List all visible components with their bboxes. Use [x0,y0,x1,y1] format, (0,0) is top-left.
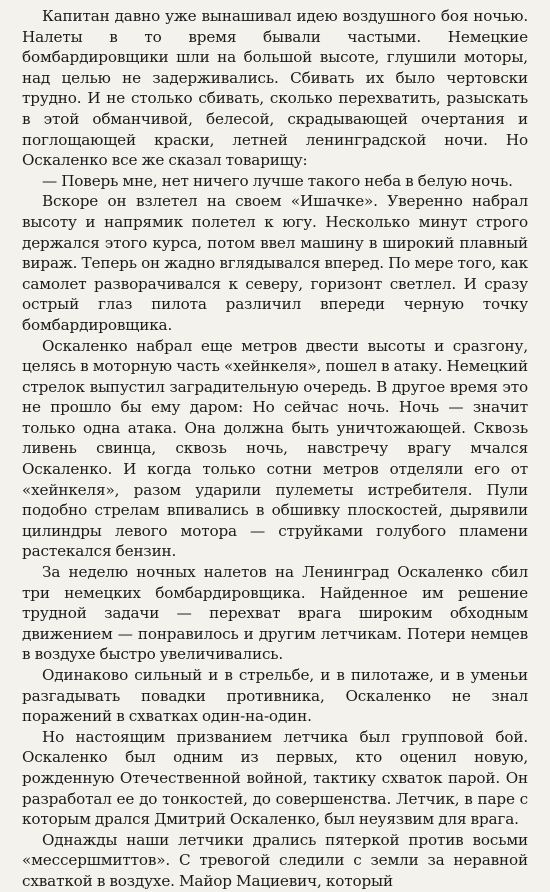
paragraph-5: За неделю ночных налетов на Ленинград Оскаленко сбил три немецких бомбардировщика. Найденное им решение трудной задачи — перехват врага широким обходным движением — понравилось и другим летчикам. Потери немцев в воздухе быстро увеличивались. [22,563,528,664]
paragraph-6: Одинаково сильный и в стрельбе, и в пилотаже, и в уменьи разгадывать повадки противника, Оскаленко не знал поражений в схватках один-на-один. [22,666,528,726]
paragraph-4: Оскаленко набрал еще метров двести высоты и сразгону, целясь в моторную часть «хейнкеля», пошел в атаку. Немецкий стрелок выпустил заградительную очередь. В другое время это не прошло бы ему даром: Но сейчас ночь. Ночь — значит только одна атака. Она должна быть уничтожающей. Сквозь ливень свинца, сквозь ночь, навстречу врагу мчался Оскаленко. И когда только сотни метров отделяли его от «хейнкеля», разом ударили пулеметы истребителя. Пули подобно стрелам впивались в обшивку плоскостей, дырявили цилиндры левого мотора — струйками голубого пламени растекался бензин. [22,336,528,561]
paragraph-1: Капитан давно уже вынашивал идею воздушного боя ночью. Налеты в то время бывали частыми. Немецкие бомбардировщики шли на большой высоте, глушили моторы, над целью не задерживались. Сбивать их было чертовски трудно. И не столько сбивать, сколько перехватить, разыскать в этой обманчивой, белесой, скрадывающей очертания и поглощающей краски, летней ленинградской ночи. Но Оскаленко все же сказал товарищу: [22,7,528,170]
paragraph-3: Вскоре он взлетел на своем «Ишачке». Уверенно набрал высоту и напрямик полетел к югу. Несколько минут строго держался этого курса, потом ввел машину в широкий плавный вираж. Теперь он жадно вглядывался вперед. По мере того, как самолет разворачивался к северу, горизонт светлел. И сразу острый глаз пилота различил впереди черную точку бомбардировщика. [22,192,528,334]
paragraph-7: Но настоящим призванием летчика был групповой бой. Оскаленко был одним из первых, кто оценил новую, рожденную Отечественной войной, тактику схваток парой. Он разработал ее до тонкостей, до совершенства. Летчик, в паре с которым дрался Дмитрий Оскаленко, был неуязвим для врага. [22,727,528,829]
paragraph-8: Однажды наши летчики дрались пятеркой против восьми «мессершмиттов». С тревогой следили с земли за неравной схваткой в воздухе. Майор Мациевич, который [22,830,528,890]
paragraph-2: — Поверь мне, нет ничего лучше такого неба в белую ночь. [42,171,513,190]
